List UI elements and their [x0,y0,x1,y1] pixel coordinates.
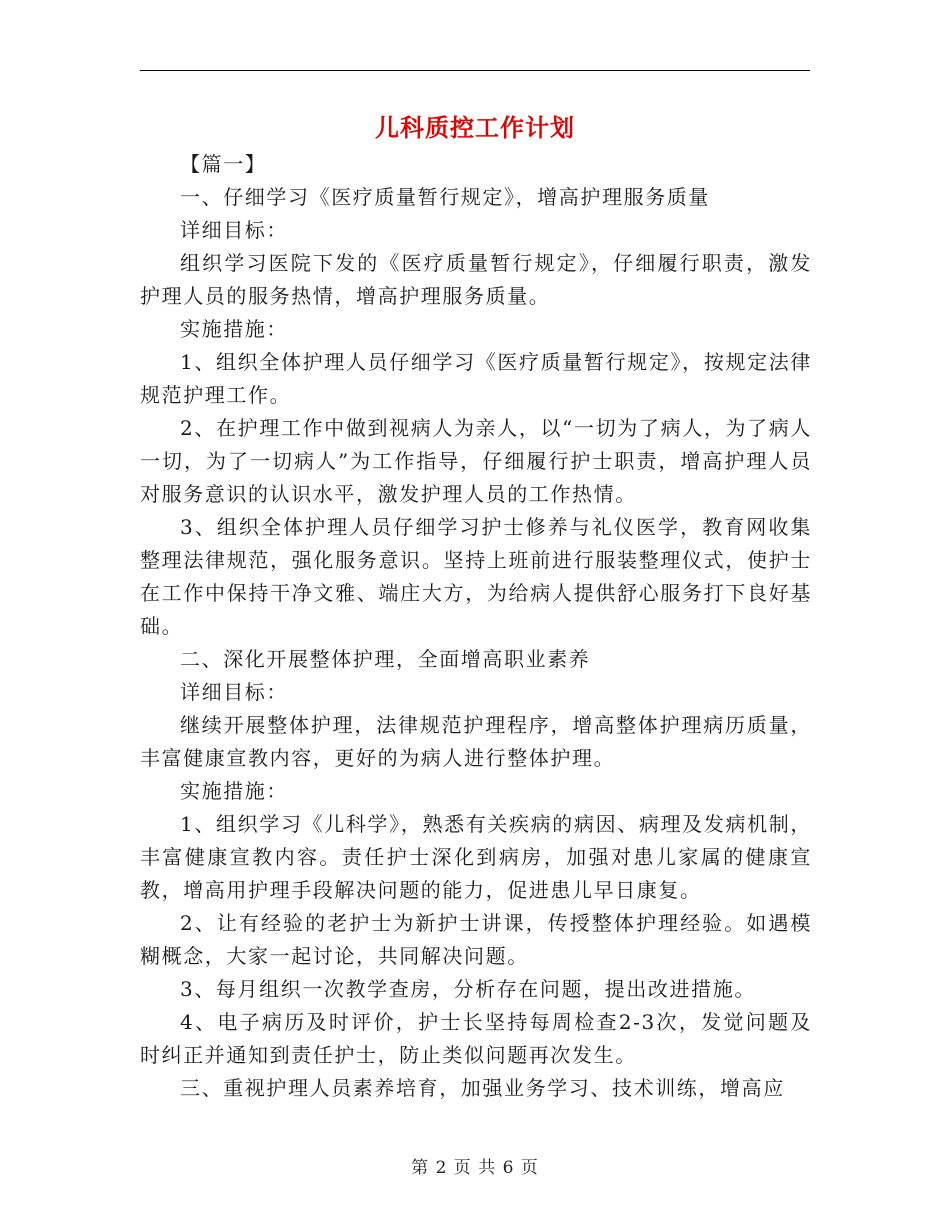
paragraph: 3、每月组织一次教学查房，分析存在问题，提出改进措施。 [180,977,756,1001]
paragraph: 4、电子病历及时评价，护士长坚持每周检查2-3次，发觉问题及时纠正并通知到责任护士，防止类似问题再次发生。 [140,1010,812,1067]
document-body [140,148,812,1105]
paragraph: 三、重视护理人员素养培育，加强业务学习、技术训练，增高应 [180,1076,785,1100]
document-title: 儿科质控工作计划 [375,113,575,142]
paragraph: 2、在护理工作中做到视病人为亲人，以“一切为了病人，为了病人一切，为了一切病人”为工作指导，仔细履行护士职责，增高护理人员对服务意识的认识水平，激发护理人员的工作热情。 [140,416,812,506]
paragraph: 详细目标： [180,218,288,242]
header-rule [140,70,810,71]
paragraph: 【篇一】 [180,152,267,176]
paragraph: 二、深化开展整体护理，全面增高职业素养 [180,647,591,671]
paragraph: 1、组织学习《儿科学》，熟悉有关疾病的病因、病理及发病机制，丰富健康宣教内容。责任护士深化到病房，加强对患儿家属的健康宣教，增高用护理手段解决问题的能力，促进患儿早日康复。 [140,812,812,902]
paragraph: 详细目标： [180,680,288,704]
paragraph: 1、组织全体护理人员仔细学习《医疗质量暂行规定》，按规定法律规范护理工作。 [140,350,812,407]
paragraph: 实施措施： [180,317,288,341]
paragraph: 继续开展整体护理，法律规范护理程序，增高整体护理病历质量，丰富健康宣教内容，更好的为病人进行整体护理。 [140,713,812,770]
paragraph: 3、组织全体护理人员仔细学习护士修养与礼仪医学，教育网收集整理法律规范，强化服务意识。坚持上班前进行服装整理仪式，使护士在工作中保持干净文雅、端庄大方，为给病人提供舒心服务打下良好基础。 [140,515,812,638]
paragraph: 2、让有经验的老护士为新护士讲课，传授整体护理经验。如遇模糊概念，大家一起讨论，共同解决问题。 [140,911,812,968]
paragraph: 一、仔细学习《医疗质量暂行规定》，增高护理服务质量 [180,185,710,209]
paragraph: 组织学习医院下发的《医疗质量暂行规定》，仔细履行职责，激发护理人员的服务热情，增高护理服务质量。 [140,251,812,308]
paragraph: 实施措施： [180,779,288,803]
page-number-footer: 第 2 页 共 6 页 [411,1158,539,1178]
